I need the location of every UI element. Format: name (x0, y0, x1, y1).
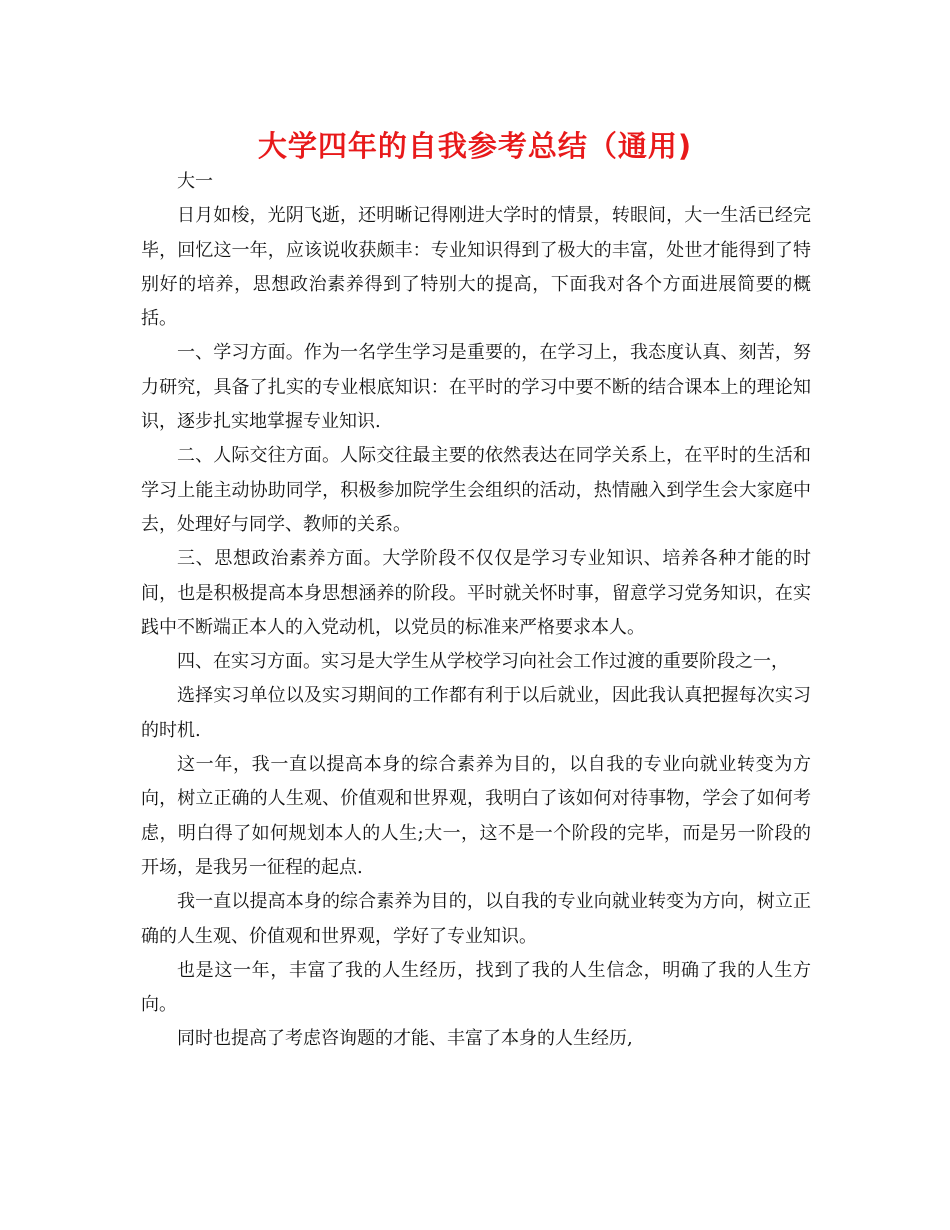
paragraph: 一、学习方面。作为一名学生学习是重要的，在学习上，我态度认真、刻苦，努力研究，具备了扎实的专业根底知识：在平时的学习中要不断的结合课本上的理论知识，逐步扎实地掌握专业知识. (141, 342, 811, 433)
paragraph-heading-freshman: 大一 (177, 171, 213, 192)
paragraph: 我一直以提高本身的综合素养为目的，以自我的专业向就业转变为方向，树立正确的人生观、价值观和世界观，学好了专业知识。 (141, 891, 811, 947)
paragraph: 这一年，我一直以提高本身的综合素养为目的，以自我的专业向就业转变为方向，树立正确的人生观、价值观和世界观，我明白了该如何对待事物，学会了如何考虑，明白得了如何规划本人的人生;大一，这不是一个阶段的完毕，而是另一阶段的开场，是我另一征程的起点. (141, 754, 811, 878)
document-body (141, 165, 811, 1057)
paragraph: 也是这一年，丰富了我的人生经历，找到了我的人生信念，明确了我的人生方向。 (141, 959, 811, 1016)
document-title: 大学四年的自我参考总结（通用) (257, 129, 693, 163)
paragraph: 三、思想政治素养方面。大学阶段不仅仅是学习专业知识、培养各种才能的时间，也是积极提高本身思想涵养的阶段。平时就关怀时事，留意学习党务知识，在实践中不断端正本人的入党动机，以党员的标准来严格要求本人。 (141, 548, 811, 638)
paragraph: 选择实习单位以及实习期间的工作都有利于以后就业，因此我认真把握每次实习的时机. (141, 685, 811, 741)
paragraph: 二、人际交往方面。人际交往最主要的依然表达在同学关系上，在平时的生活和学习上能主动协助同学，积极参加院学生会组织的活动，热情融入到学生会大家庭中去，处理好与同学、教师的关系。 (141, 445, 811, 535)
paragraph: 日月如梭，光阴飞逝，还明晰记得刚进大学时的情景，转眼间，大一生活已经完毕，回忆这一年，应该说收获颇丰：专业知识得到了极大的丰富，处世才能得到了特别好的培养，思想政治素养得到了特别大的提高，下面我对各个方面进展简要的概括。 (141, 205, 811, 330)
paragraph: 同时也提高了考虑咨询题的才能、丰富了本身的人生经历, (177, 1028, 633, 1050)
paragraph: 四、在实习方面。实习是大学生从学校学习向社会工作过渡的重要阶段之一， (177, 651, 789, 673)
